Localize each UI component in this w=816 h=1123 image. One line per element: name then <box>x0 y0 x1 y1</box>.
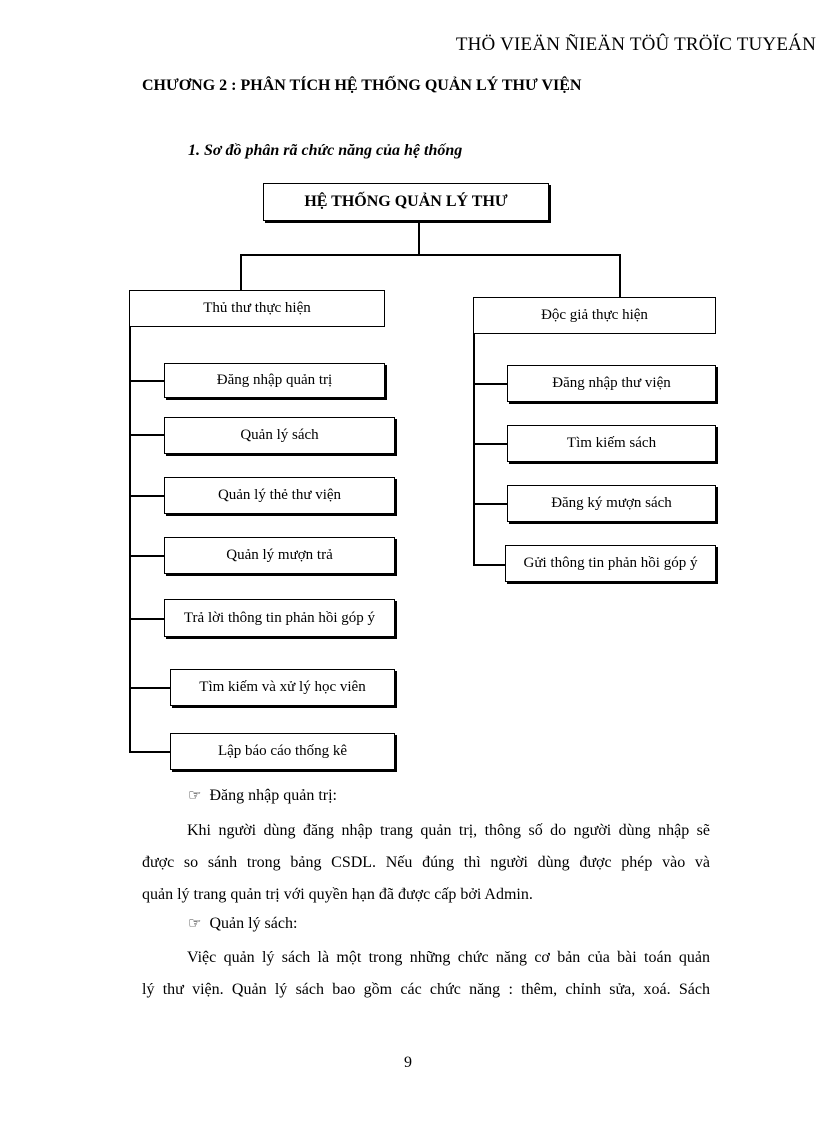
left-item-label: Tìm kiếm và xử lý học viên <box>199 679 366 695</box>
right-item-box <box>507 365 716 402</box>
left-item-box <box>164 477 395 514</box>
chapter-title: CHƯƠNG 2 : PHÂN TÍCH HỆ THỐNG QUẢN LÝ THƯ VIỆN <box>142 77 582 94</box>
right-item-box <box>507 485 716 522</box>
text-line: quản lý trang quản trị với quyền hạn đã được cấp bởi Admin. <box>142 886 533 903</box>
left-item-box <box>164 537 395 574</box>
right-item-label: Gửi thông tin phản hồi góp ý <box>523 555 698 571</box>
paragraph <box>142 815 710 911</box>
right-group-box <box>473 297 716 334</box>
left-item-label: Quản lý sách <box>240 427 319 443</box>
text-line: lý thư viện. Quản lý sách bao gồm các chức năng : thêm, chỉnh sửa, xoá. Sách <box>142 981 710 998</box>
left-item-box <box>170 669 395 706</box>
running-header: THÖ VIEÄN ÑIEÄN TÖÛ TRÖÏC TUYEÁN <box>455 34 816 55</box>
left-item-label: Đăng nhập quản trị <box>216 372 333 388</box>
left-item-label: Lập báo cáo thống kê <box>217 743 348 759</box>
left-item-box <box>164 417 395 454</box>
left-group-title: Thủ thư thực hiện <box>203 300 311 316</box>
bullet-text: Quản lý sách: <box>209 915 298 932</box>
right-item-box <box>505 545 716 582</box>
right-item-box <box>507 425 716 462</box>
pointing-hand-icon: ☞ <box>188 788 202 804</box>
left-item-label: Quản lý thẻ thư viện <box>217 487 342 503</box>
root-label: HỆ THỐNG QUẢN LÝ THƯ <box>304 193 508 210</box>
pointing-hand-icon: ☞ <box>188 916 202 932</box>
page-number: 9 <box>404 1054 412 1071</box>
section-title: 1. Sơ đồ phân rã chức năng của hệ thống <box>188 142 463 159</box>
text-line: Khi người dùng đăng nhập trang quản trị, thông số do người dùng nhập sẽ <box>187 822 710 839</box>
right-item-label: Đăng ký mượn sách <box>551 495 672 511</box>
left-group-box <box>129 290 385 327</box>
left-item-box <box>164 363 385 398</box>
bullet-heading <box>188 914 297 933</box>
bullet-text: Đăng nhập quản trị: <box>209 787 337 804</box>
root-box <box>263 183 549 221</box>
text-line: Việc quản lý sách là một trong những chức năng cơ bản của bài toán quản <box>187 949 710 966</box>
left-item-label: Trả lời thông tin phản hồi góp ý <box>183 609 376 626</box>
paragraph <box>142 942 710 1006</box>
right-item-label: Tìm kiếm sách <box>566 435 657 451</box>
left-item-label: Quản lý mượn trả <box>226 547 333 563</box>
text-line: được so sánh trong bảng CSDL. Nếu đúng thì người dùng được phép vào và <box>142 854 710 871</box>
right-item-label: Đăng nhập thư viện <box>552 375 671 391</box>
left-item-box <box>164 599 395 637</box>
left-item-box <box>170 733 395 770</box>
right-group-title: Độc giả thực hiện <box>541 307 648 323</box>
bullet-heading <box>188 786 337 805</box>
